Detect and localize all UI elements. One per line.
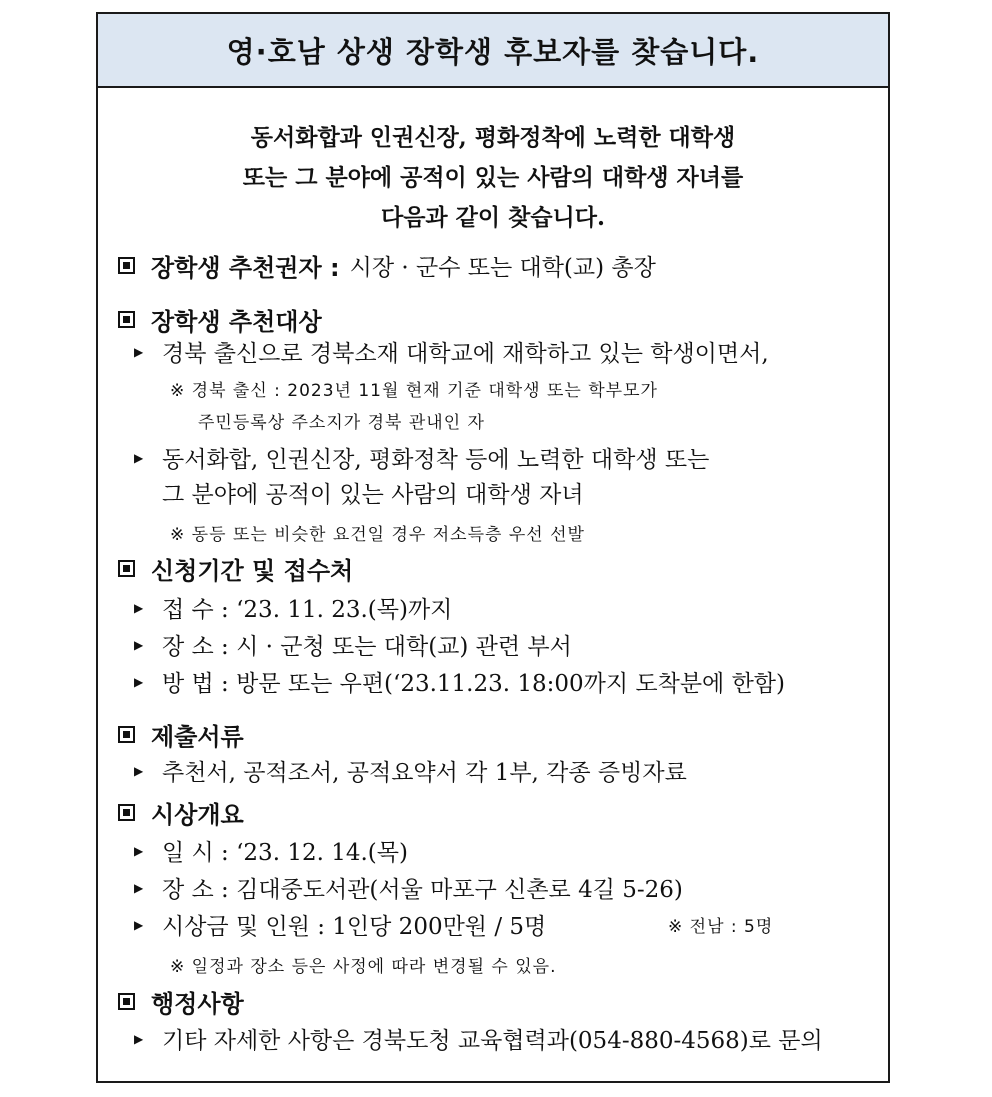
list-item xyxy=(134,871,683,904)
section-documents xyxy=(118,717,244,752)
square-bullet-icon xyxy=(118,257,135,274)
section-heading: 제출서류 xyxy=(151,723,244,751)
section-recommender xyxy=(118,248,656,283)
triangle-bullet-icon: ▶ xyxy=(134,344,144,359)
triangle-bullet-icon: ▶ xyxy=(134,450,144,465)
list-item xyxy=(134,628,572,661)
item-text: 일 시 : ‘23. 12. 14.(목) xyxy=(162,840,408,866)
square-bullet-icon xyxy=(118,804,135,821)
list-item xyxy=(134,1022,823,1055)
triangle-bullet-icon: ▶ xyxy=(134,637,144,652)
note-line: ※ 경북 출신 : 2023년 11월 현재 기준 대학생 또는 학부모가 xyxy=(170,381,658,401)
intro-line: 다음과 같이 찾습니다. xyxy=(381,204,605,231)
section-admin xyxy=(118,984,244,1019)
page-title: 영·호남 상생 장학생 후보자를 찾습니다. xyxy=(226,34,760,69)
list-item xyxy=(134,834,408,867)
note-line: ※ 동등 또는 비슷한 요건일 경우 저소득층 우선 선발 xyxy=(170,525,585,545)
section-value: 시장 · 군수 또는 대학(교) 총장 xyxy=(349,255,656,281)
section-heading: 장학생 추천권자 : xyxy=(151,254,340,282)
intro-text xyxy=(98,118,888,238)
item-text: 방 법 : 방문 또는 우편(‘23.11.23. 18:00까지 도착분에 한함) xyxy=(162,671,785,697)
square-bullet-icon xyxy=(118,726,135,743)
intro-line: 동서화합과 인권신장, 평화정착에 노력한 대학생 xyxy=(250,124,736,151)
item-text: 동서화합, 인권신장, 평화정착 등에 노력한 대학생 또는 xyxy=(162,447,710,473)
notice-document xyxy=(96,12,890,1083)
section-heading: 행정사항 xyxy=(151,990,244,1018)
triangle-bullet-icon: ▶ xyxy=(134,917,144,932)
item-text: 시상금 및 인원 : 1인당 200만원 / 5명 xyxy=(162,914,547,940)
triangle-bullet-icon: ▶ xyxy=(134,880,144,895)
section-ceremony xyxy=(118,795,244,830)
note-line: ※ 전남 : 5명 xyxy=(668,917,774,937)
square-bullet-icon xyxy=(118,560,135,577)
section-heading: 시상개요 xyxy=(151,801,244,829)
square-bullet-icon xyxy=(118,311,135,328)
list-item xyxy=(134,754,687,787)
list-item xyxy=(134,335,769,368)
item-text: 접 수 : ‘23. 11. 23.(목)까지 xyxy=(162,597,453,623)
item-text: 장 소 : 김대중도서관(서울 마포구 신촌로 4길 5-26) xyxy=(162,877,683,903)
list-item xyxy=(134,591,452,624)
list-item xyxy=(134,441,709,474)
triangle-bullet-icon: ▶ xyxy=(134,600,144,615)
item-text: 추천서, 공적조서, 공적요약서 각 1부, 각종 증빙자료 xyxy=(162,760,687,786)
list-item xyxy=(134,665,785,698)
triangle-bullet-icon: ▶ xyxy=(134,843,144,858)
item-text: 장 소 : 시 · 군청 또는 대학(교) 관련 부서 xyxy=(162,634,572,660)
triangle-bullet-icon: ▶ xyxy=(134,763,144,778)
triangle-bullet-icon: ▶ xyxy=(134,1031,144,1046)
item-continuation: 그 분야에 공적이 있는 사람의 대학생 자녀 xyxy=(162,482,584,508)
section-heading: 신청기간 및 접수처 xyxy=(151,557,354,585)
intro-line: 또는 그 분야에 공적이 있는 사람의 대학생 자녀를 xyxy=(242,164,744,191)
item-text: 기타 자세한 사항은 경북도청 교육협력과(054-880-4568)로 문의 xyxy=(162,1028,823,1054)
title-banner xyxy=(98,14,888,88)
note-line: ※ 일정과 장소 등은 사정에 따라 변경될 수 있음. xyxy=(170,957,557,977)
section-target xyxy=(118,302,322,337)
list-item xyxy=(134,908,546,941)
item-text: 경북 출신으로 경북소재 대학교에 재학하고 있는 학생이면서, xyxy=(162,341,769,367)
section-application xyxy=(118,551,353,586)
triangle-bullet-icon: ▶ xyxy=(134,674,144,689)
section-heading: 장학생 추천대상 xyxy=(151,308,322,336)
square-bullet-icon xyxy=(118,993,135,1010)
note-line: 주민등록상 주소지가 경북 관내인 자 xyxy=(198,413,485,433)
